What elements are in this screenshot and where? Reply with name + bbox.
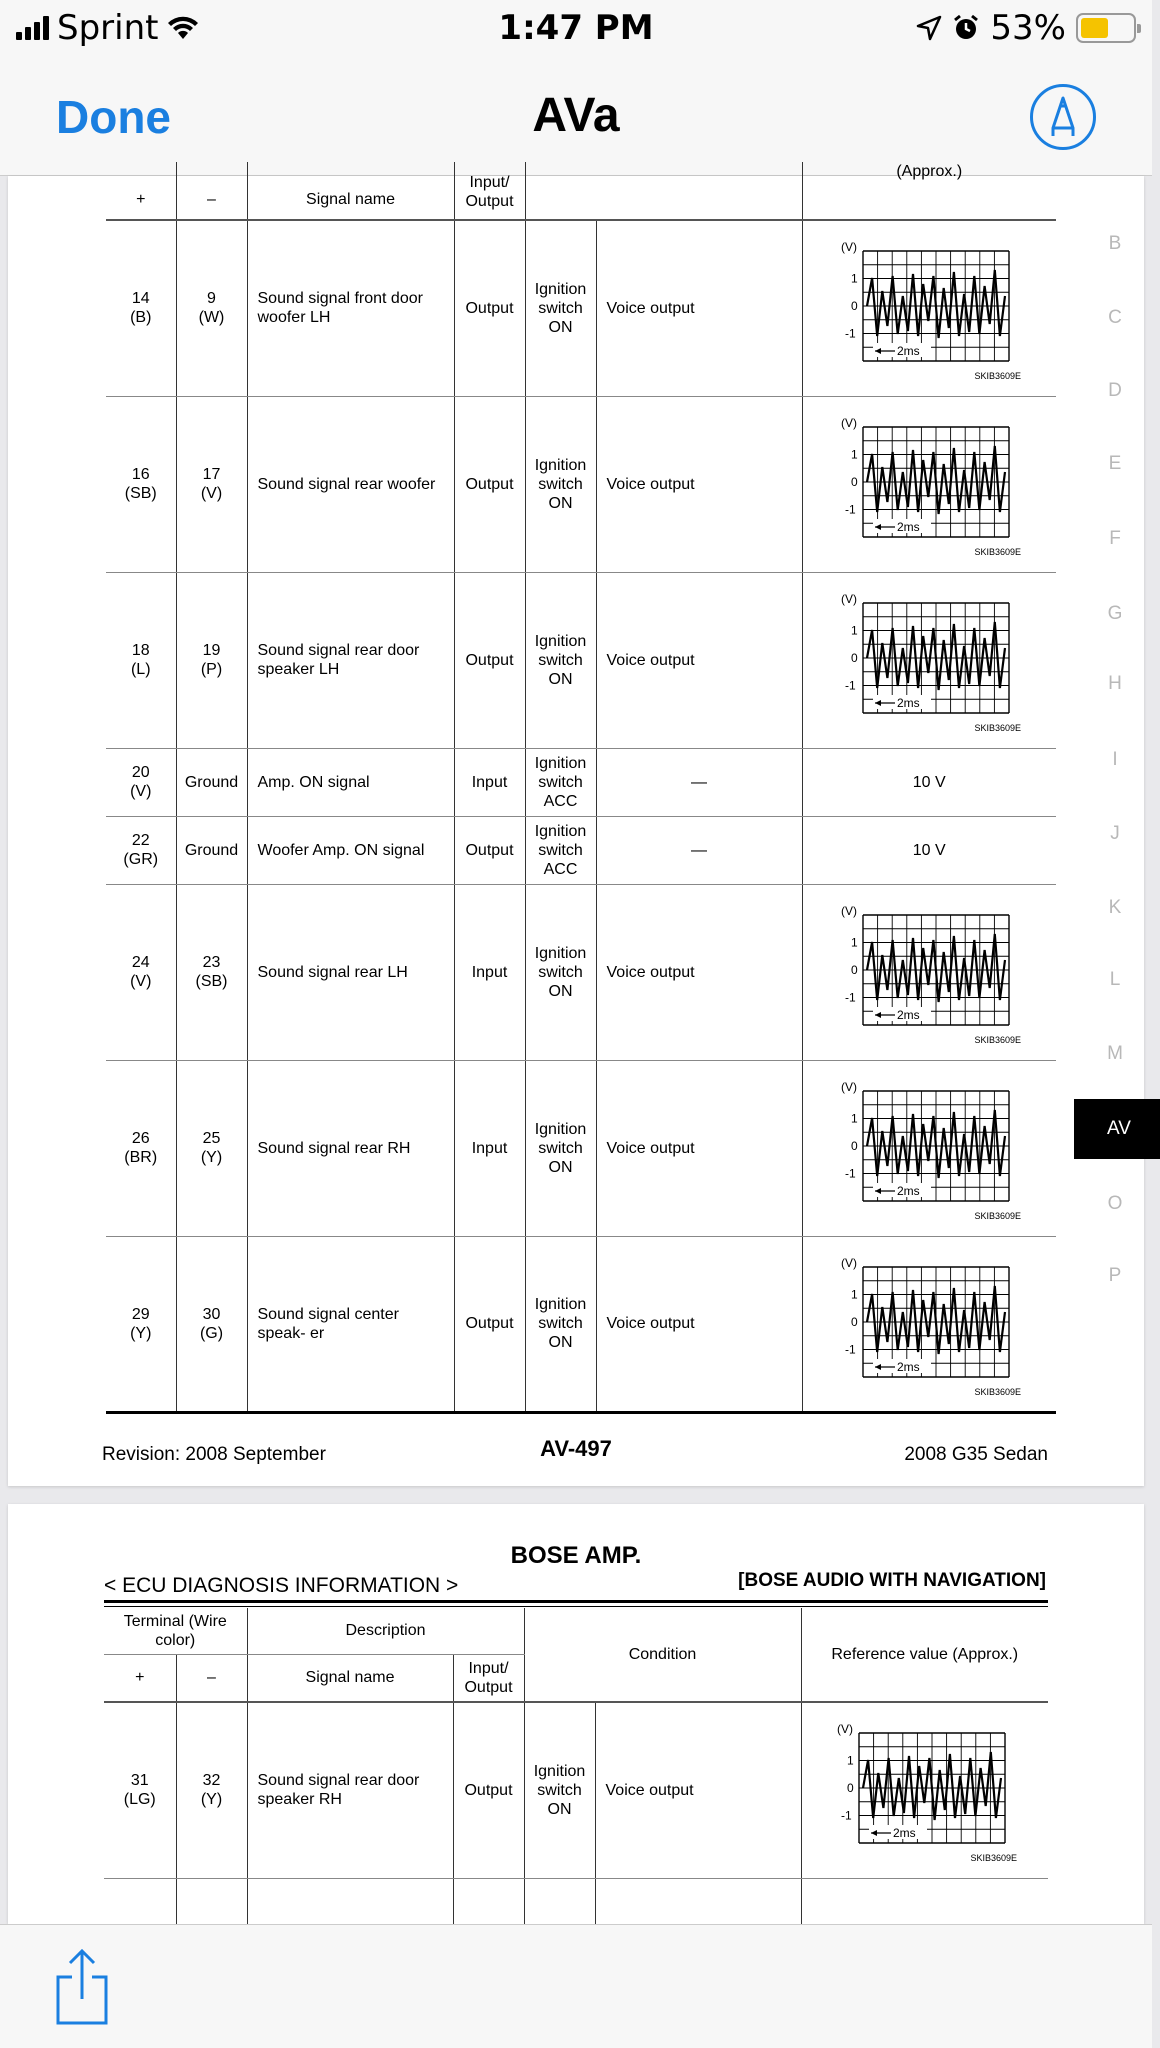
terminal-minus-number: 32	[202, 1772, 221, 1790]
condition-switch: Ignition switch ON	[525, 220, 596, 396]
reference-value	[801, 1702, 1048, 1878]
document-title: AVa	[532, 89, 620, 142]
reference-value: 10 V	[802, 816, 1056, 884]
table-row	[106, 816, 1056, 884]
input-output: Input	[454, 748, 525, 816]
terminal-minus-wire-color: (P)	[200, 661, 223, 678]
waveform-graph	[829, 1249, 1029, 1399]
header-signal-name: Signal name	[247, 162, 454, 220]
section-letter-g[interactable]: G	[1107, 603, 1123, 624]
terminal-minus-wire-color: (Y)	[200, 1791, 223, 1809]
input-output: Output	[454, 572, 525, 748]
terminal-minus	[176, 884, 247, 1060]
terminal-plus	[104, 1702, 176, 1878]
signal-name: Sound signal rear door speaker RH	[247, 1702, 453, 1878]
section-letter-av[interactable]: AV	[1074, 1099, 1160, 1159]
page2-title: BOSE AMP.	[510, 1542, 642, 1569]
markup-button[interactable]	[1030, 84, 1096, 150]
table2-header-row-1	[104, 1608, 1048, 1654]
header-minus: –	[176, 1654, 247, 1702]
waveform-y-tick-1: 1	[846, 1753, 854, 1768]
terminal-plus-wire-color: (V)	[130, 973, 152, 990]
status-bar	[0, 0, 1152, 58]
reference-value	[802, 572, 1056, 748]
condition-switch: Ignition switch ACC	[525, 816, 596, 884]
condition-state: Voice output	[596, 396, 802, 572]
waveform-graph	[829, 897, 1029, 1047]
terminal-minus-wire-color: (W)	[198, 309, 225, 327]
document-page	[8, 163, 1144, 1486]
input-output: Output	[453, 1702, 524, 1878]
waveform-y-tick-0: 0	[851, 299, 858, 314]
terminal-plus-wire-color: (Y)	[130, 1324, 152, 1342]
waveform-y-tick-minus-1: -1	[845, 502, 856, 517]
footer-revision: Revision: 2008 September	[102, 1444, 326, 1465]
section-letter-h[interactable]: H	[1108, 673, 1122, 694]
section-letter-c[interactable]: C	[1108, 307, 1122, 328]
waveform-graph	[829, 409, 1029, 559]
header-terminal: Terminal (Wire color)	[104, 1608, 247, 1654]
waveform-y-tick-minus-1: -1	[845, 678, 856, 693]
signal-name: Sound signal rear LH	[247, 884, 454, 1060]
waveform-graph	[829, 1073, 1029, 1223]
terminal-minus-number: Ground	[184, 841, 239, 859]
input-output: Input	[454, 1060, 525, 1236]
table-row	[106, 220, 1056, 396]
table-row	[104, 1702, 1048, 1878]
signal-name: Amp. ON signal	[247, 748, 454, 816]
table-header-row	[106, 162, 1056, 220]
waveform-unit-label: (V)	[841, 1255, 858, 1270]
waveform-time-label: 2ms	[897, 1359, 920, 1374]
condition-switch: Ignition switch ON	[525, 1060, 596, 1236]
table-row	[106, 396, 1056, 572]
reference-value	[802, 220, 1056, 396]
condition-state: Voice output	[595, 1702, 801, 1878]
reference-value	[802, 1236, 1056, 1412]
waveform-time-label: 2ms	[897, 344, 920, 359]
terminal-minus-number: 19	[202, 642, 221, 659]
terminal-plus	[106, 816, 176, 884]
terminal-plus-wire-color: (GR)	[123, 851, 159, 868]
terminal-plus-wire-color: (SB)	[124, 485, 157, 502]
terminal-minus-number: 23	[202, 954, 221, 971]
share-icon	[52, 1947, 112, 2027]
waveform-y-tick-1: 1	[851, 447, 858, 462]
terminal-plus	[106, 396, 176, 572]
input-output: Output	[454, 816, 525, 884]
terminal-plus-number: 18	[131, 642, 150, 659]
terminal-minus-number: 9	[207, 290, 216, 308]
waveform-unit-label: (V)	[841, 1080, 858, 1094]
terminal-plus-wire-color: (BR)	[124, 1149, 158, 1166]
terminal-minus	[176, 220, 247, 396]
header-input-output: Input/ Output	[454, 162, 525, 220]
terminal-plus-wire-color: (V)	[130, 783, 152, 800]
table-row	[106, 572, 1056, 748]
terminal-plus-number: 20	[131, 764, 150, 781]
header-condition	[525, 162, 802, 220]
share-button[interactable]	[52, 1947, 112, 2027]
section-letter-j[interactable]: J	[1110, 823, 1120, 844]
terminal-minus	[176, 572, 247, 748]
waveform-time-label: 2ms	[897, 520, 920, 534]
page2-bracket-title: [BOSE AUDIO WITH NAVIGATION]	[738, 1570, 1046, 1591]
header-reference: Reference value (Approx.)	[801, 1608, 1048, 1702]
status-time: 1:47 PM	[498, 8, 654, 48]
condition-state: Voice output	[596, 1060, 802, 1236]
terminal-table	[106, 162, 1056, 1414]
section-letter-e[interactable]: E	[1108, 453, 1122, 474]
section-letter-m[interactable]: M	[1107, 1043, 1123, 1064]
header-input-output: Input/ Output	[453, 1654, 524, 1702]
waveform-time-label: 2ms	[892, 1826, 916, 1841]
header-description: Description	[247, 1608, 524, 1654]
terminal-plus-number: 26	[131, 1130, 150, 1147]
waveform-y-tick-0: 0	[851, 963, 858, 977]
terminal-plus-wire-color: (B)	[130, 309, 152, 327]
input-output: Output	[454, 396, 525, 572]
waveform-y-tick-minus-1: -1	[840, 1808, 852, 1823]
waveform-y-tick-1: 1	[851, 1111, 858, 1126]
waveform-y-tick-0: 0	[851, 1139, 858, 1153]
terminal-minus-wire-color: (SB)	[195, 973, 228, 990]
terminal-table-2	[104, 1608, 1048, 1939]
alarm-icon	[952, 14, 980, 42]
waveform-figure-code: SKIB3609E	[974, 1386, 1022, 1397]
waveform-unit-label: (V)	[836, 1722, 853, 1737]
battery-icon	[1076, 13, 1136, 43]
battery-percent: 53%	[990, 8, 1066, 48]
waveform-y-tick-0: 0	[851, 1314, 858, 1329]
header-signal-name: Signal name	[247, 1654, 453, 1702]
waveform-y-tick-minus-1: -1	[845, 1342, 856, 1356]
waveform-y-tick-1: 1	[851, 623, 858, 638]
waveform-y-tick-1: 1	[851, 1287, 858, 1301]
done-button[interactable]: Done	[56, 91, 171, 143]
waveform-figure-code: SKIB3609E	[974, 1035, 1022, 1045]
waveform-graph	[829, 233, 1029, 383]
signal-name: Sound signal rear door speaker LH	[247, 572, 454, 748]
footer-model: 2008 G35 Sedan	[904, 1444, 1048, 1465]
reference-value	[802, 1060, 1056, 1236]
reference-value: 10 V	[802, 748, 1056, 816]
condition-state: Voice output	[596, 1236, 802, 1412]
terminal-minus-wire-color: (Y)	[200, 1149, 223, 1166]
terminal-minus-number: 30	[202, 1305, 221, 1323]
waveform-time-label: 2ms	[897, 1184, 920, 1198]
input-output: Input	[454, 884, 525, 1060]
header-plus: +	[106, 162, 176, 220]
signal-name: Sound signal rear woofer	[247, 396, 454, 572]
table-row	[106, 1236, 1056, 1412]
condition-switch: Ignition switch ON	[525, 1236, 596, 1412]
section-letter-p[interactable]: P	[1108, 1265, 1122, 1286]
terminal-minus	[176, 396, 247, 572]
header-minus: –	[176, 162, 247, 220]
terminal-plus	[106, 884, 176, 1060]
table-row	[106, 1060, 1056, 1236]
terminal-minus	[176, 816, 247, 884]
waveform-figure-code: SKIB3609E	[974, 723, 1022, 733]
condition-switch: Ignition switch ON	[525, 884, 596, 1060]
condition-switch: Ignition switch ON	[525, 572, 596, 748]
signal-name: Woofer Amp. ON signal	[247, 816, 454, 884]
header-plus: +	[104, 1654, 176, 1702]
waveform-y-tick-0: 0	[851, 651, 858, 665]
input-output: Output	[454, 220, 525, 396]
waveform-time-label: 2ms	[897, 696, 920, 710]
waveform-figure-code: SKIB3609E	[974, 371, 1022, 382]
waveform-unit-label: (V)	[841, 416, 858, 430]
terminal-minus-wire-color: (V)	[200, 485, 223, 502]
waveform-y-tick-0: 0	[851, 475, 858, 489]
waveform-unit-label: (V)	[841, 592, 858, 606]
terminal-plus	[106, 1060, 176, 1236]
terminal-plus-number: 22	[131, 832, 150, 849]
section-letter-i[interactable]: I	[1112, 749, 1118, 770]
condition-state: Voice output	[596, 220, 802, 396]
section-letter-f[interactable]: F	[1109, 528, 1121, 549]
battery-level-fill	[1081, 18, 1108, 38]
terminal-plus-wire-color: (L)	[130, 661, 151, 678]
condition-state: Voice output	[596, 572, 802, 748]
terminal-minus-number: Ground	[184, 773, 239, 791]
condition-state: Voice output	[596, 884, 802, 1060]
terminal-minus-number: 25	[202, 1130, 221, 1147]
terminal-plus	[106, 748, 176, 816]
terminal-minus-wire-color: (G)	[199, 1324, 224, 1342]
waveform-unit-label: (V)	[841, 904, 858, 918]
section-letter-k[interactable]: K	[1108, 897, 1122, 918]
status-right	[916, 8, 1136, 48]
waveform-figure-code: SKIB3609E	[970, 1853, 1017, 1864]
waveform-figure-code: SKIB3609E	[974, 1211, 1022, 1221]
page2-rule	[104, 1600, 1048, 1603]
section-letter-b[interactable]: B	[1108, 233, 1122, 254]
terminal-minus	[176, 1702, 247, 1878]
terminal-minus-number: 17	[202, 466, 221, 483]
table-row	[106, 884, 1056, 1060]
footer-page-number: AV-497	[540, 1436, 612, 1461]
section-letter-d[interactable]: D	[1108, 380, 1122, 401]
waveform-y-tick-minus-1: -1	[845, 326, 856, 341]
waveform-time-label: 2ms	[897, 1008, 920, 1022]
waveform-y-tick-1: 1	[851, 271, 858, 286]
terminal-minus	[176, 748, 247, 816]
markup-pen-icon	[1043, 94, 1083, 140]
terminal-plus	[106, 220, 176, 396]
carrier-name: Sprint	[57, 8, 159, 48]
signal-name: Sound signal front door woofer LH	[247, 220, 454, 396]
input-output: Output	[454, 1236, 525, 1412]
waveform-y-tick-1: 1	[851, 935, 858, 950]
condition-state: —	[596, 748, 802, 816]
terminal-plus-number: 29	[131, 1305, 150, 1323]
terminal-plus-wire-color: (LG)	[123, 1791, 156, 1809]
bottom-toolbar	[0, 1924, 1152, 2048]
terminal-plus	[106, 572, 176, 748]
page2-rule-thin	[104, 1606, 1048, 1607]
waveform-graph	[825, 1715, 1025, 1865]
reference-value	[802, 884, 1056, 1060]
section-letter-o[interactable]: O	[1107, 1193, 1123, 1214]
waveform-unit-label: (V)	[841, 240, 858, 255]
table-row	[106, 748, 1056, 816]
condition-switch: Ignition switch ON	[524, 1702, 595, 1878]
condition-switch: Ignition switch ACC	[525, 748, 596, 816]
waveform-figure-code: SKIB3609E	[974, 547, 1022, 557]
location-arrow-icon	[916, 15, 942, 41]
condition-switch: Ignition switch ON	[525, 396, 596, 572]
terminal-plus-number: 31	[130, 1772, 149, 1790]
waveform-graph	[829, 585, 1029, 735]
terminal-plus-number: 16	[131, 466, 150, 483]
terminal-minus	[176, 1060, 247, 1236]
waveform-y-tick-minus-1: -1	[845, 1166, 856, 1181]
terminal-plus-number: 24	[131, 954, 150, 971]
waveform-y-tick-0: 0	[846, 1781, 854, 1796]
header-approx: (Approx.)	[802, 162, 1056, 220]
section-letter-l[interactable]: L	[1109, 969, 1121, 990]
page2-section: < ECU DIAGNOSIS INFORMATION >	[104, 1574, 459, 1597]
terminal-plus	[106, 1236, 176, 1412]
terminal-plus-number: 14	[131, 290, 150, 308]
waveform-y-tick-minus-1: -1	[845, 990, 856, 1005]
signal-name: Sound signal center speak- er	[247, 1236, 454, 1412]
document-page-next	[8, 1504, 1144, 1924]
reference-value	[802, 396, 1056, 572]
terminal-minus	[176, 1236, 247, 1412]
condition-state: —	[596, 816, 802, 884]
signal-name: Sound signal rear RH	[247, 1060, 454, 1236]
header-condition: Condition	[524, 1608, 801, 1702]
navigation-bar	[0, 58, 1152, 176]
